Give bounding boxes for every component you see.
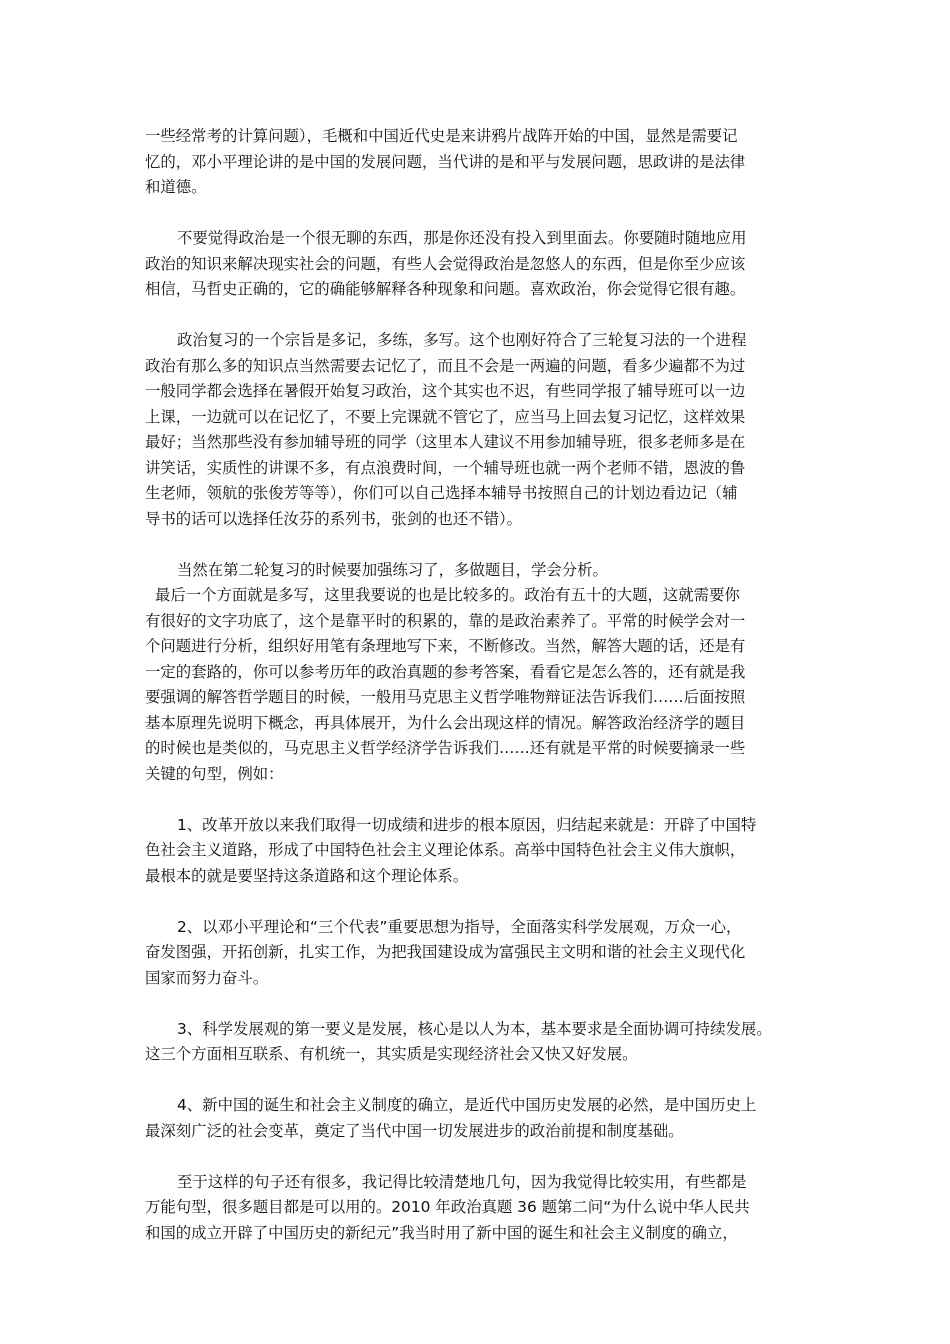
- paragraph: [145, 813, 825, 890]
- text-line: 万能句型，很多题目都是可以用的。2010 年政治真题 36 题第二问“为什么说中华人民共: [145, 1198, 750, 1216]
- paragraph-gap: [145, 201, 825, 227]
- text-line: 和道德。: [145, 178, 207, 196]
- text-line: 要强调的解答哲学题目的时候，一般用马克思主义哲学唯物辩证法告诉我们……后面按照: [145, 688, 746, 706]
- paragraph-gap: [145, 787, 825, 813]
- text-line: 色社会主义道路，形成了中国特色社会主义理论体系。高举中国特色社会主义伟大旗帜，: [145, 841, 746, 859]
- text-line: 奋发图强，开拓创新，扎实工作，为把我国建设成为富强民主文明和谐的社会主义现代化: [145, 943, 746, 961]
- paragraph: [145, 226, 825, 303]
- text-line: 当然在第二轮复习的时候要加强练习了，多做题目，学会分析。: [177, 560, 608, 579]
- text-line: 导书的话可以选择任汝芬的系列书，张剑的也还不错）。: [145, 509, 523, 528]
- paragraph-gap: [145, 1068, 825, 1094]
- text-line: 这三个方面相互联系、有机统一，其实质是实现经济社会又快又好发展。: [145, 1045, 638, 1063]
- text-line: 基本原理先说明下概念，再具体展开，为什么会出现这样的情况。解答政治经济学的题目: [145, 713, 746, 732]
- text-line: 政治的知识来解决现实社会的问题，有些人会觉得政治是忽悠人的东西，但是你至少应该: [145, 254, 746, 273]
- text-line: 政治复习的一个宗旨是多记，多练，多写。这个也刚好符合了三轮复习法的一个进程: [177, 331, 747, 349]
- text-line: 生老师，领航的张俊芳等等），你们可以自己选择本辅导书按照自己的计划边看边记（辅: [145, 484, 738, 502]
- text-line: 和国的成立开辟了中国历史的新纪元”我当时用了新中国的诞生和社会主义制度的确立，: [145, 1223, 738, 1242]
- paragraph: [145, 328, 825, 532]
- text-line: 的时候也是类似的，马克思主义哲学经济学告诉我们……还有就是平常的时候要摘录一些: [145, 739, 746, 757]
- paragraph: [145, 1017, 825, 1068]
- text-line: 政治有那么多的知识点当然需要去记忆了，而且不会是一两遍的问题，看多少遍都不为过: [145, 356, 746, 375]
- text-line: 忆的，邓小平理论讲的是中国的发展问题，当代讲的是和平与发展问题，思政讲的是法律: [145, 152, 746, 171]
- text-line: 一般同学都会选择在暑假开始复习政治，这个其实也不迟，有些同学报了辅导班可以一边: [145, 382, 746, 400]
- text-line: 一些经常考的计算问题），毛概和中国近代史是来讲鸦片战阵开始的中国，显然是需要记: [145, 127, 738, 145]
- paragraph: [145, 558, 825, 584]
- paragraph-gap: [145, 532, 825, 558]
- paragraph-gap: [145, 303, 825, 329]
- paragraph: [145, 583, 825, 787]
- text-line: 有很好的文字功底了，这个是靠平时的积累的，靠的是政治素养了。平常的时候学会对一: [145, 611, 746, 630]
- text-line: 讲笑话，实质性的讲课不多，有点浪费时间，一个辅导班也就一两个老师不错，恩波的鲁: [145, 458, 746, 477]
- text-line: 2、以邓小平理论和“三个代表”重要思想为指导，全面落实科学发展观，万众一心，: [177, 917, 742, 936]
- text-line: 相信，马哲史正确的，它的确能够解释各种现象和问题。喜欢政治，你会觉得它很有趣。: [145, 280, 746, 298]
- paragraph: [145, 124, 825, 201]
- text-line: 关键的句型，例如：: [145, 764, 284, 783]
- paragraph: [145, 1170, 825, 1247]
- paragraph: [145, 1093, 825, 1144]
- paragraph: [145, 915, 825, 992]
- paragraph-gap: [145, 991, 825, 1017]
- text-line: 最深刻广泛的社会变革，奠定了当代中国一切发展进步的政治前提和制度基础。: [145, 1121, 684, 1140]
- document-page: [145, 124, 825, 1246]
- paragraph-gap: [145, 889, 825, 915]
- text-line: 最好；当然那些没有参加辅导班的同学（这里本人建议不用参加辅导班，很多老师多是在: [145, 433, 746, 451]
- text-line: 至于这样的句子还有很多，我记得比较清楚地几句，因为我觉得比较实用，有些都是: [177, 1172, 747, 1191]
- text-line: 最根本的就是要坚持这条道路和这个理论体系。: [145, 866, 469, 885]
- text-line: 3、科学发展观的第一要义是发展，核心是以人为本，基本要求是全面协调可持续发展。: [177, 1019, 772, 1038]
- text-line: 一定的套路的，你可以参考历年的政治真题的参考答案，看看它是怎么答的，还有就是我: [145, 662, 746, 681]
- text-line: 1、改革开放以来我们取得一切成绩和进步的根本原因，归结起来就是：开辟了中国特: [177, 815, 757, 834]
- paragraph-gap: [145, 1144, 825, 1170]
- text-line: 个问题进行分析，组织好用笔有条理地写下来，不断修改。当然，解答大题的话，还是有: [145, 637, 746, 655]
- text-line: 4、新中国的诞生和社会主义制度的确立，是近代中国历史发展的必然，是中国历史上: [177, 1096, 757, 1114]
- text-line: 上课，一边就可以在记忆了，不要上完课就不管它了，应当马上回去复习记忆，这样效果: [145, 407, 746, 426]
- text-line: 不要觉得政治是一个很无聊的东西，那是你还没有投入到里面去。你要随时随地应用: [177, 229, 747, 247]
- text-line: 最后一个方面就是多写，这里我要说的也是比较多的。政治有五十的大题，这就需要你: [155, 586, 740, 604]
- text-line: 国家而努力奋斗。: [145, 968, 269, 987]
